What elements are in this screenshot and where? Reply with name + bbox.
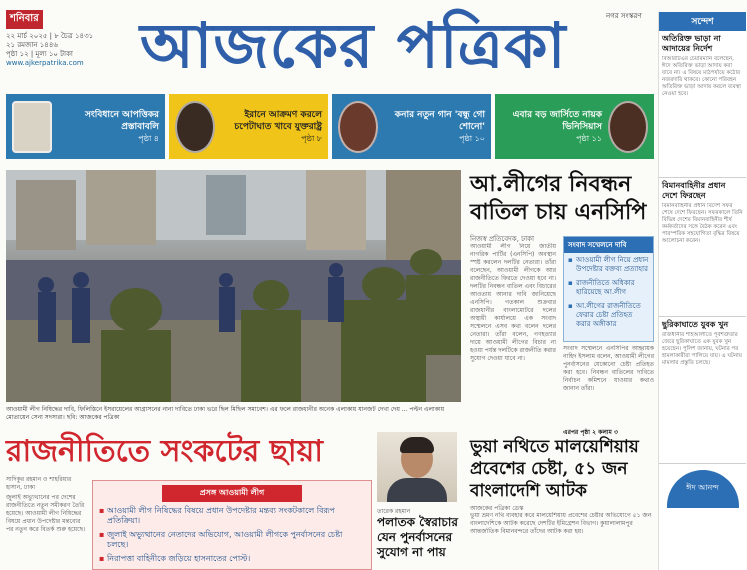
- website-url[interactable]: www.ajkerpatrika.com: [6, 59, 84, 67]
- page-price-line: পৃষ্ঠা ১২ | মূল্য ১০ টাকা: [6, 50, 73, 58]
- teaser-strip: [6, 94, 654, 159]
- teaser-constitution[interactable]: [6, 94, 165, 159]
- context-item: ▪ নিরাপত্তা বাহিনীকে জড়িয়ে হাসনাতের পোস্ট।: [99, 554, 365, 564]
- right-news-column: [658, 12, 746, 570]
- edition-label: নগর সংস্করণ: [606, 12, 642, 20]
- lead-headline[interactable]: আ.লীগের নিবন্ধন বাতিল চায় এনসিপি: [470, 171, 647, 225]
- brief-item[interactable]: [659, 317, 746, 464]
- context-box-header: প্রসঙ্গ আওয়ামী লীগ: [162, 485, 302, 502]
- portrait-headline[interactable]: পলাতক স্বৈরাচার যেন পুনর্বাসনের সুযোগ না পায়: [377, 515, 458, 559]
- lead-body: আওয়ামী লীগ নিয়ে জাতীয় নাগরিক পার্টির (এনসিপি) অবস্থান স্পষ্ট করলেন দলটির নেতারা। তাঁরা বলেছেন, আওয়ামী লীগকে আর রাজনীতিতে ফিরতে দেওয়া হবে না। দলটির নিবন্ধন বাতিল এবং বিচারের আওতায় আনার দাবি জানিয়েছে এনসিপি। গতকাল শুক্রবার রাজধানীর বাংলামোটরে দলের অস্থায়ী কার্যালয়ে এক সংবাদ সম্মেলনে এসব কথা বলেন দলের নেতারা। তাঁরা বলেন, গণহত্যার দায়ে আওয়ামী লীগের বিচার না হওয়া পর্যন্ত দলটিকে রাজনীতি করার সুযোগ দেওয়া যাবে না।: [470, 243, 556, 362]
- portrait-byline: তারেক রহমান: [377, 508, 411, 515]
- newspaper-title: আজকের পত্রিকা: [140, 9, 567, 82]
- second-byline: সাদিকুর রহমান ও শাহরিয়ার হাসান, ঢাকা: [6, 476, 72, 491]
- context-item: ▪ জুলাই অভ্যুত্থানের নেতাদের অভিযোগ, আওয়ামী লীগকে পুনর্বাসনের চেষ্টা চলছে।: [99, 530, 365, 550]
- date-line: ২২ মার্চ ২০২৫ | ৮ চৈত্র ১৪৩১: [6, 32, 94, 40]
- context-item: ▪ আওয়ামী লীগ নিষিদ্ধের বিষয়ে প্রধান উপদেষ্টার মন্তব্য সংকটকালে বিরূপ প্রতিক্রিয়া।: [99, 506, 365, 526]
- summary-item: ▪ আওয়ামী লীগ নিয়ে প্রধান উপদেষ্টার বক্তব্য প্রত্যাহার: [568, 256, 649, 274]
- teaser-text: এবার বড় জার্সিতে নায়ক ভিনিসিয়াস: [512, 109, 602, 132]
- context-box: [92, 480, 372, 570]
- lead-photo: [6, 170, 461, 402]
- portrait-suit: [387, 478, 447, 502]
- teaser-portrait: [608, 101, 648, 153]
- summary-item: ▪ রাজনীতিতে অধিকার হারিয়েছে আ.লীগ: [568, 279, 649, 297]
- teaser-iran[interactable]: [169, 94, 328, 159]
- summary-box-header: সংবাদ সম্মেলনে দাবি: [564, 237, 653, 253]
- teaser-portrait: [338, 101, 378, 153]
- teaser-text: কনার নতুন গান 'বন্ধু গো শোনো': [394, 109, 485, 132]
- brief-title: ছুরিকাঘাতে যুবক খুন: [662, 320, 729, 329]
- second-body: জুলাই অভ্যুত্থানের পর দেশের রাজনীতিতে নতুন সমীকরণ তৈরি হয়েছে। আওয়ামী লীগ নিষিদ্ধের বিষয়ে প্রধান উপদেষ্টার মন্তব্যের পর নতুন করে বিতর্ক শুরু হয়েছে।: [6, 494, 86, 533]
- lead-summary-box: [563, 236, 654, 342]
- hijri-date-line: ২১ রমজান ১৪৪৬: [6, 41, 58, 49]
- teaser-page: পৃষ্ঠা ১০: [459, 133, 485, 143]
- teaser-text: ইরানে আক্রমণ করলে চপেটাঘাত খাবে যুক্তরাষ্ট্র: [234, 109, 322, 132]
- teaser-page: পৃষ্ঠা ১১: [576, 133, 602, 143]
- brief-body: বিআরটিএর চেয়ারম্যান বলেছেন, ঈদে অতিরিক্ত ভাড়া আদায় করা যাবে না। এ বিষয়ে মাঠপর্যায়ে কঠোর নজরদারি থাকবে। কোনো পরিবহন অতিরিক্ত ভাড়া আদায় করলে ব্যবস্থা নেওয়া হবে।: [662, 56, 741, 97]
- brief-body: রাজধানীর শাহআলীতে পূর্বশত্রুতার জেরে ছুরিকাঘাতে এক যুবক খুন হয়েছেন। পুলিশ জানায়, ঘটনার পর হামলাকারীরা পালিয়ে যায়। এ ঘটনায় মামলার প্রস্তুতি চলছে।: [662, 332, 743, 366]
- column-header: সন্দেশ: [659, 12, 746, 31]
- teaser-page: পৃষ্ঠা ৪: [138, 133, 159, 143]
- lead-byline: নিজস্ব প্রতিবেদক, ঢাকা: [470, 235, 535, 243]
- teaser-portrait: [175, 101, 215, 153]
- portrait-hair: [400, 437, 434, 453]
- brief-title: বিমানবাহিনীর প্রধান দেশে ফিরছেন: [662, 181, 726, 200]
- lead-body-continued: সংবাদ সম্মেলনে এনসিপির আহ্বায়ক নাহিদ ইসলাম বলেন, আওয়ামী লীগের পুনর্বাসনের যেকোনো চেষ্টা প্রতিহত করা হবে। নিবন্ধন বাতিলের দাবিতে নির্বাচন কমিশনে যাওয়ার কথাও জানান তাঁরা।: [563, 345, 654, 392]
- continued-jump[interactable]: এরপর পৃষ্ঠা ২ কলাম ৩: [563, 429, 618, 436]
- masthead-meta: [6, 6, 126, 68]
- weekday-badge: শনিবার: [6, 10, 43, 29]
- brief-item[interactable]: [659, 178, 746, 317]
- teaser-page: পৃষ্ঠা ৮: [301, 133, 322, 143]
- third-headline[interactable]: ভুয়া নথিতে মালয়েশিয়ায় প্রবেশের চেষ্টা, ৫১ জন বাংলাদেশি আটক: [470, 437, 639, 501]
- portrait-photo: [377, 432, 457, 502]
- third-body: ভুয়া ভ্রমণ নথি ব্যবহার করে মালয়েশিয়ায় প্রবেশের চেষ্টার অভিযোগে ৫১ জন বাংলাদেশিকে আটক করেছে দেশটির ইমিগ্রেশন বিভাগ। কুয়ালালামপুর আন্তর্জাতিক বিমানবন্দরে তাঁদের আটক করা হয়।: [470, 512, 652, 535]
- eid-logo: ঈদ আনন্দ: [667, 470, 739, 508]
- photo-caption: আওয়ামী লীগ নিষিদ্ধের দাবি, ফিলিস্তিনে ইসরায়েলের আগ্রাসনের নানা দাবিতে ঢাকা ভরে ছিল মিছিল সমাবেশ। এর ফলে রাজধানীর অনেক এলাকায় যানজট দেখা দেয় ... পল্টন এলাকায় মোতায়েন সেনা সদস্যরা। ছবি: আজকের পত্রিকা: [6, 406, 445, 421]
- second-headline[interactable]: রাজনীতিতে সংকটের ছায়া: [6, 434, 323, 469]
- teaser-kona[interactable]: [332, 94, 491, 159]
- summary-item: ▪ আ.লীগের রাজনীতিতে ফেরার চেষ্টা প্রতিহত করার অঙ্গীকার: [568, 302, 649, 329]
- brief-body: বিমানবাহিনীর প্রধান বিদেশ সফর শেষে দেশে ফিরছেন। সফরকালে তিনি বিভিন্ন দেশের বিমানবাহিনীর শীর্ষ কর্মকর্তাদের সঙ্গে বৈঠক করেন এবং পারস্পরিক সহযোগিতা বৃদ্ধির বিষয়ে আলোচনা করেন।: [662, 203, 743, 244]
- teaser-image: [12, 101, 52, 153]
- third-byline: আজকের পত্রিকা ডেস্ক: [470, 505, 524, 512]
- teaser-text: সংবিধানে আপত্তিকর প্রস্তাবাবলি: [84, 109, 159, 132]
- teaser-vinicius[interactable]: [495, 94, 654, 159]
- brief-title: অতিরিক্ত ভাড়া না আদায়ের নির্দেশ: [662, 34, 721, 53]
- brief-item[interactable]: [659, 31, 746, 178]
